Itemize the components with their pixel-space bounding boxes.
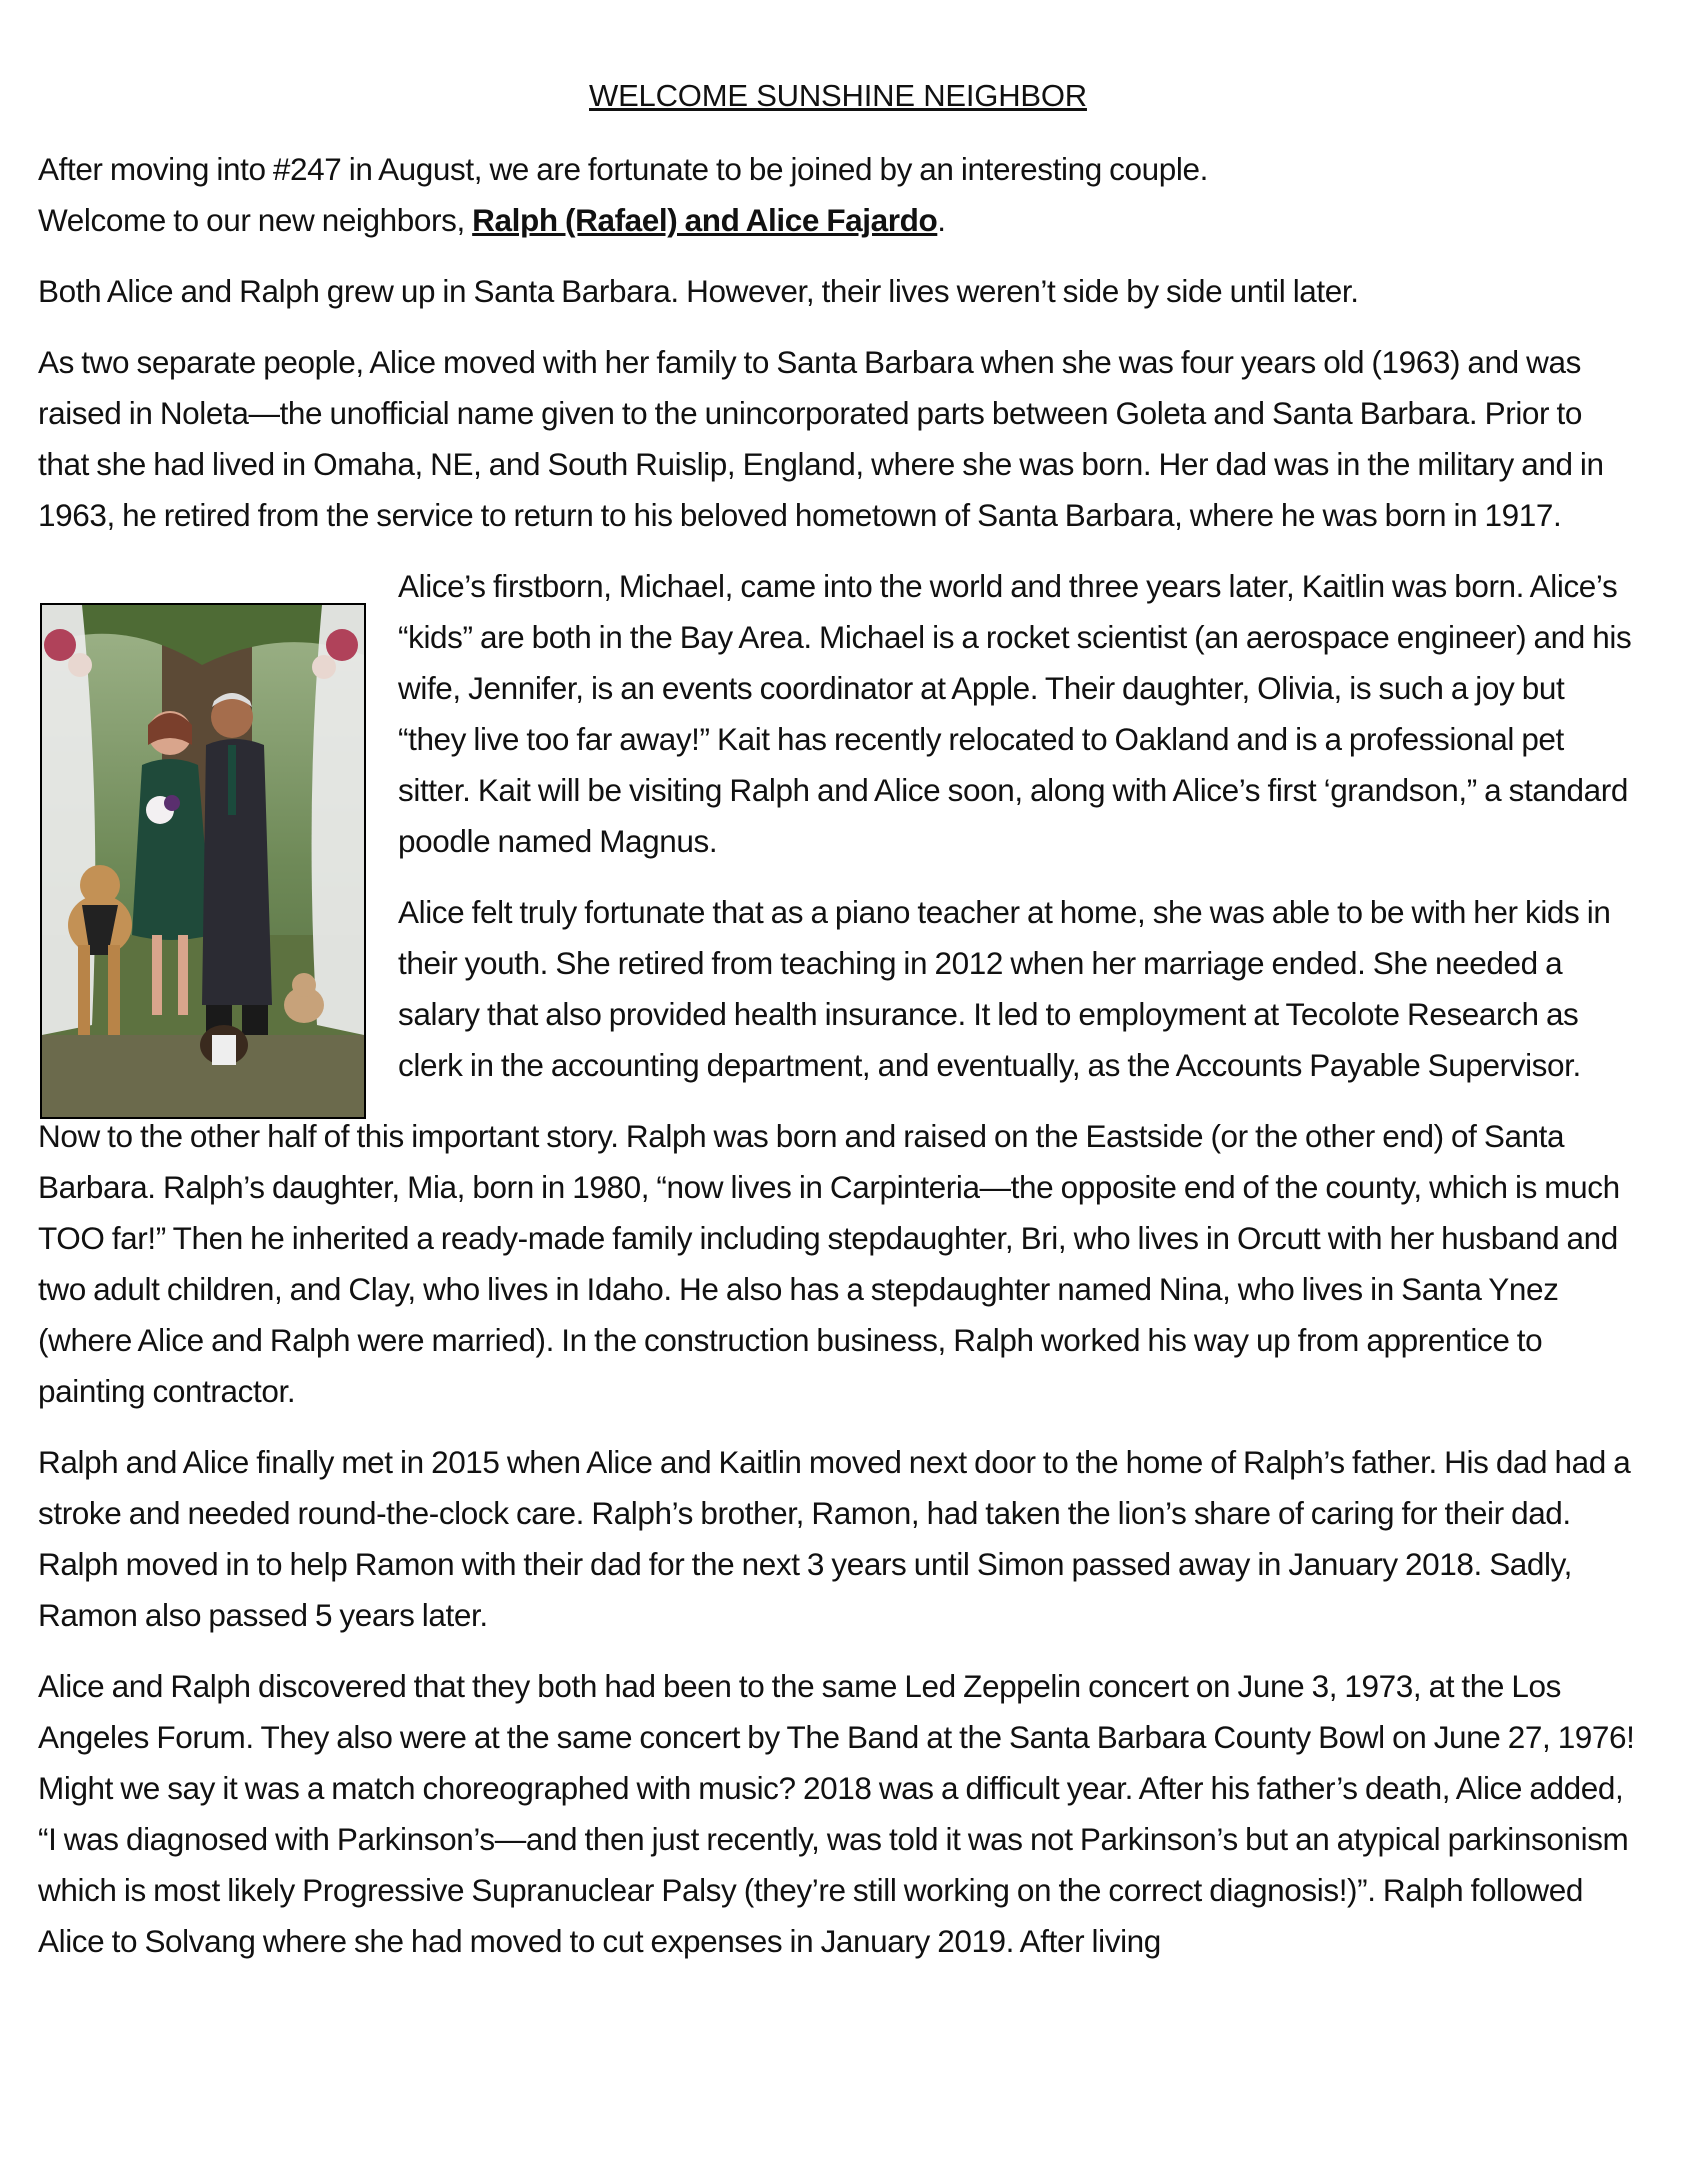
intro-paragraph [38,144,1638,246]
wedding-photo [40,603,366,1119]
paragraph-concerts: Alice and Ralph discovered that they both had been to the same Led Zeppelin concert on June 3, 1973, at the Los Angeles Forum. They also were at the same concert by The Band at the Santa Barbara County Bowl on June 27, 1976! Might we say it was a match choreographed with music? 2018 was a difficult year. After his father’s death, Alice added, “I was diagnosed with Parkinson’s—and then just recently, was told it was not Parkinson’s but an atypical parkinsonism which is most likely Progressive Supranuclear Palsy (they’re still working on the correct diagnosis!)”. Ralph followed Alice to Solvang where she had moved to cut expenses in January 2019. After living [38,1668,1635,1959]
intro-line-2-suffix: . [937,202,946,238]
paragraph-alice-background: As two separate people, Alice moved with her family to Santa Barbara when she was four years old (1963) and was raised in Noleta—the unofficial name given to the unincorporated parts between Goleta and Santa Barbara. Prior to that she had lived in Omaha, NE, and South Ruislip, England, where she was born. Her dad was in the military and in 1963, he retired from the service to return to his beloved hometown of Santa Barbara, where he was born in 1917. [38,344,1604,533]
photo-section [38,561,1638,1091]
photo-side-text [398,561,1638,1091]
paragraph-grew-up: Both Alice and Ralph grew up in Santa Barbara. However, their lives weren’t side by side until later. [38,273,1359,309]
intro-line-1: After moving into #247 in August, we are fortunate to be joined by an interesting couple. [38,151,1208,187]
intro-line-2-prefix: Welcome to our new neighbors, [38,202,473,238]
paragraph-ralph-background: Now to the other half of this important story. Ralph was born and raised on the Eastside (or the other end) of Santa Barbara. Ralph’s daughter, Mia, born in 1980, “now lives in Carpinteria—the opposite end of the county, which is much TOO far!” Then he inherited a ready-made family including stepdaughter, Bri, who lives in Orcutt with her husband and two adult children, and Clay, who lives in Idaho. He also has a stepdaughter named Nina, who lives in Santa Ynez (where Alice and Ralph were married). In the construction business, Ralph worked his way up from apprentice to painting contractor. [38,1118,1620,1409]
paragraph-how-they-met: Ralph and Alice finally met in 2015 when Alice and Kaitlin moved next door to the home of Ralph’s father. His dad had a stroke and needed round-the-clock care. Ralph’s brother, Ramon, had taken the lion’s share of caring for their dad. Ralph moved in to help Ramon with their dad for the next 3 years until Simon passed away in January 2018. Sadly, Ramon also passed 5 years later. [38,1444,1631,1633]
neighbor-names: Ralph (Rafael) and Alice Fajardo [472,202,938,238]
article-title: WELCOME SUNSHINE NEIGHBOR [589,78,1087,113]
article [38,78,1638,1987]
paragraph-alice-kids: Alice’s firstborn, Michael, came into the world and three years later, Kaitlin was born. Alice’s “kids” are both in the Bay Area. Michael is a rocket scientist (an aerospace engineer) and his wife, Jennifer, is an events coordinator at Apple. Their daughter, Olivia, is such a joy but “they live too far away!” Kait has recently relocated to Oakland and is a professional pet sitter. Kait will be visiting Ralph and Alice soon, along with Alice’s first ‘grandson,” a standard poodle named Magnus. [398,568,1632,859]
paragraph-alice-career: Alice felt truly fortunate that as a piano teacher at home, she was able to be with her kids in their youth. She retired from teaching in 2012 when her marriage ended. She needed a salary that also provided health insurance. It led to employment at Tecolote Research as clerk in the accounting department, and eventually, as the Accounts Payable Supervisor. [398,894,1611,1083]
